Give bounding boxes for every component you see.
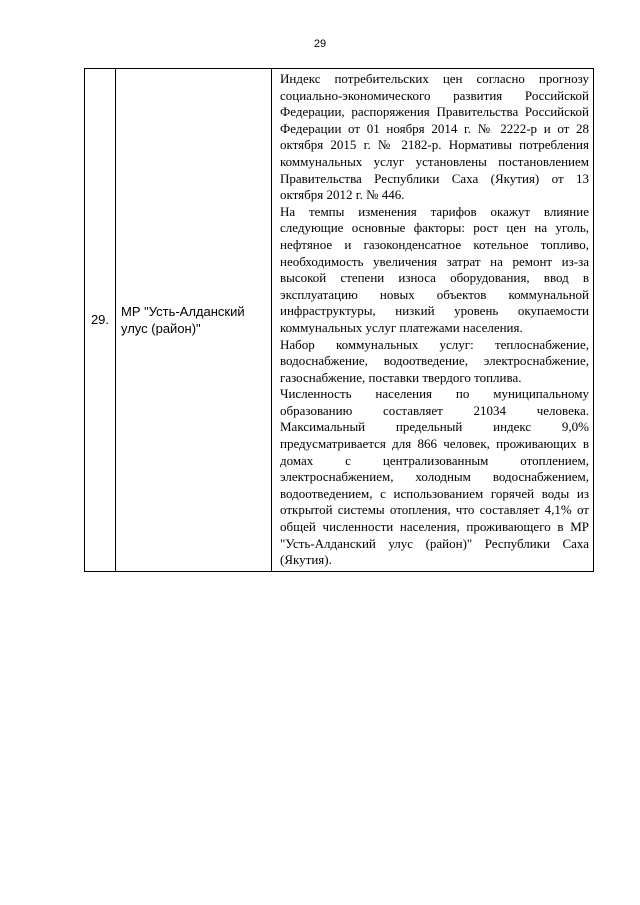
- paragraph-price-index: Индекс потребительских цен согласно прогнозу социально-экономического развития Российской Федерации, распоряжения Правительства Российской Федерации от 01 ноября 2014 г. № 2222-р и от 28 октября 2015 г. № 2182-р. Нормативы потребления коммунальных услуг установлены постановлением Правительства Республики Саха (Якутия) от 13 октября 2012 г. № 446.: [280, 71, 589, 203]
- row-number-cell: 29.: [85, 69, 116, 572]
- paragraph-tariff-factors: На темпы изменения тарифов окажут влияние следующие основные факторы: рост цен на уголь, нефтяное и газоконденсатное котельное топливо, необходимость увеличения затрат на ремонт из-за высокой степени износа оборудования, ввод в эксплуатацию новых объектов коммунальной инфраструктуры, низкий уровень окупаемости коммунальных услуг платежами населения.: [280, 203, 589, 335]
- municipality-cell: МР "Усть-Алданский улус (район)": [116, 69, 272, 572]
- page-number: 29: [313, 38, 327, 50]
- description-cell: [272, 69, 594, 572]
- paragraph-utility-set: Набор коммунальных услуг: теплоснабжение, водоснабжение, водоотведение, электроснабжение, газоснабжение, поставки твердого топлива.: [280, 336, 589, 385]
- tariff-table: [84, 68, 594, 572]
- paragraph-population: Численность населения по муниципальному образованию составляет 21034 человека. Максимальный предельный индекс 9,0% предусматривается для 866 человек, проживающих в домах с централизованным отоплением, электроснабжением, холодным водоснабжением, водоотведением, с использованием горячей воды из открытой системы отопления, что составляет 4,1% от общей численности населения, проживающего в МР "Усть-Алданский улус (район)" Республики Саха (Якутия).: [280, 386, 589, 568]
- table-row: [85, 69, 594, 572]
